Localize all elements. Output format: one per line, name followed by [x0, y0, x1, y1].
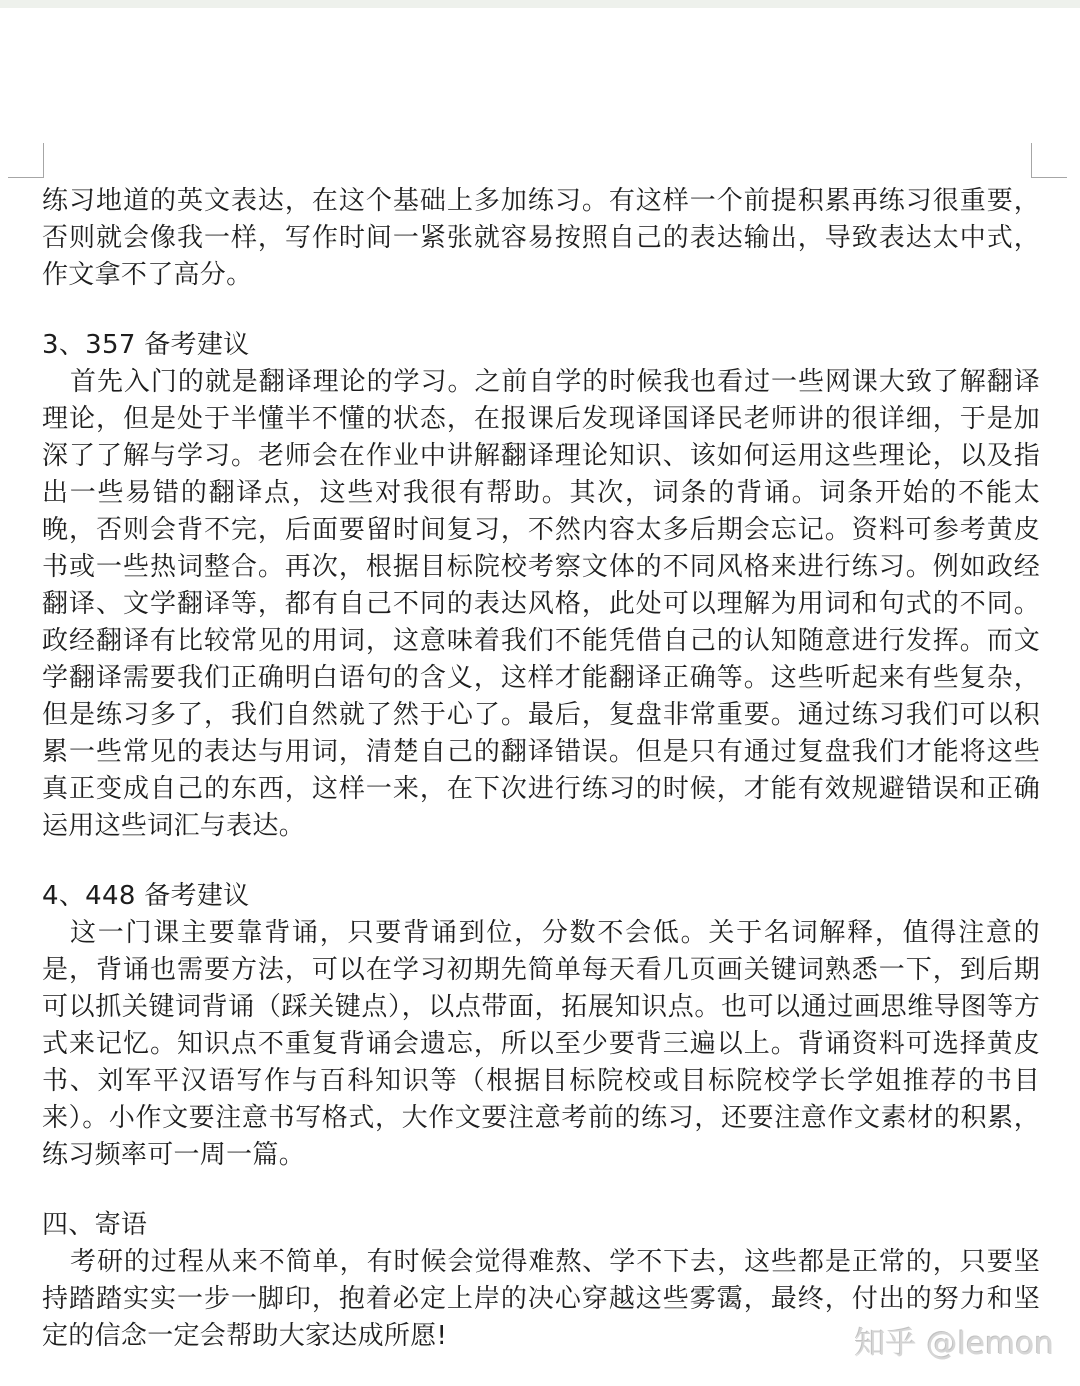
text-boundary-mark-top-right	[1031, 143, 1067, 178]
section-heading-357: 3、357 备考建议	[42, 330, 250, 360]
zhihu-watermark: 知乎 @lemon	[854, 1326, 1054, 1362]
page-top-band	[0, 0, 1080, 8]
paragraph-intro-continuation: 练习地道的英文表达，在这个基础上多加练习。有这样一个前提积累再练习很重要，否则就会像我一样，写作时间一紧张就容易按照自己的表达输出，导致表达太中式，作文拿不了高分。	[42, 186, 1040, 290]
section-heading-wishes: 四、寄语	[42, 1210, 148, 1240]
text-boundary-mark-top-left	[8, 143, 44, 178]
paragraph-448-advice: 这一门课主要靠背诵，只要背诵到位，分数不会低。关于名词解释，值得注意的是，背诵也需要方法，可以在学习初期先简单每天看几页画关键词熟悉一下，到后期可以抓关键词背诵（踩关键点），以点带面，拓展知识点。也可以通过画思维导图等方式来记忆。知识点不重复背诵会遗忘，所以至少要背三遍以上。背诵资料可选择黄皮书、刘军平汉语写作与百科知识等（根据目标院校或目标院校学长学姐推荐的书目来）。小作文要注意书写格式，大作文要注意考前的练习，还要注意作文素材的积累，练习频率可一周一篇。	[42, 918, 1040, 1170]
paragraph-wishes: 考研的过程从来不简单，有时候会觉得难熬、学不下去，这些都是正常的，只要坚持踏踏实实一步一脚印，抱着必定上岸的决心穿越这些雾霭，最终，付出的努力和坚定的信念一定会帮助大家达成所愿!	[42, 1247, 1040, 1351]
paragraph-357-advice: 首先入门的就是翻译理论的学习。之前自学的时候我也看过一些网课大致了解翻译理论，但是处于半懂半不懂的状态，在报课后发现译国译民老师讲的很详细，于是加深了了解与学习。老师会在作业中讲解翻译理论知识、该如何运用这些理论，以及指出一些易错的翻译点，这些对我很有帮助。其次，词条的背诵。词条开始的不能太晚，否则会背不完，后面要留时间复习，不然内容太多后期会忘记。资料可参考黄皮书或一些热词整合。再次，根据目标院校考察文体的不同风格来进行练习。例如政经翻译、文学翻译等，都有自己不同的表达风格，此处可以理解为用词和句式的不同。政经翻译有比较常见的用词，这意味着我们不能凭借自己的认知随意进行发挥。而文学翻译需要我们正确明白语句的含义，这样才能翻译正确等。这些听起来有些复杂，但是练习多了，我们自然就了然于心了。最后，复盘非常重要。通过练习我们可以积累一些常见的表达与用词，清楚自己的翻译错误。但是只有通过复盘我们才能将这些真正变成自己的东西，这样一来，在下次进行练习的时候，才能有效规避错误和正确运用这些词汇与表达。	[42, 367, 1040, 841]
document-body	[42, 183, 1040, 1355]
section-heading-448: 4、448 备考建议	[42, 881, 250, 911]
